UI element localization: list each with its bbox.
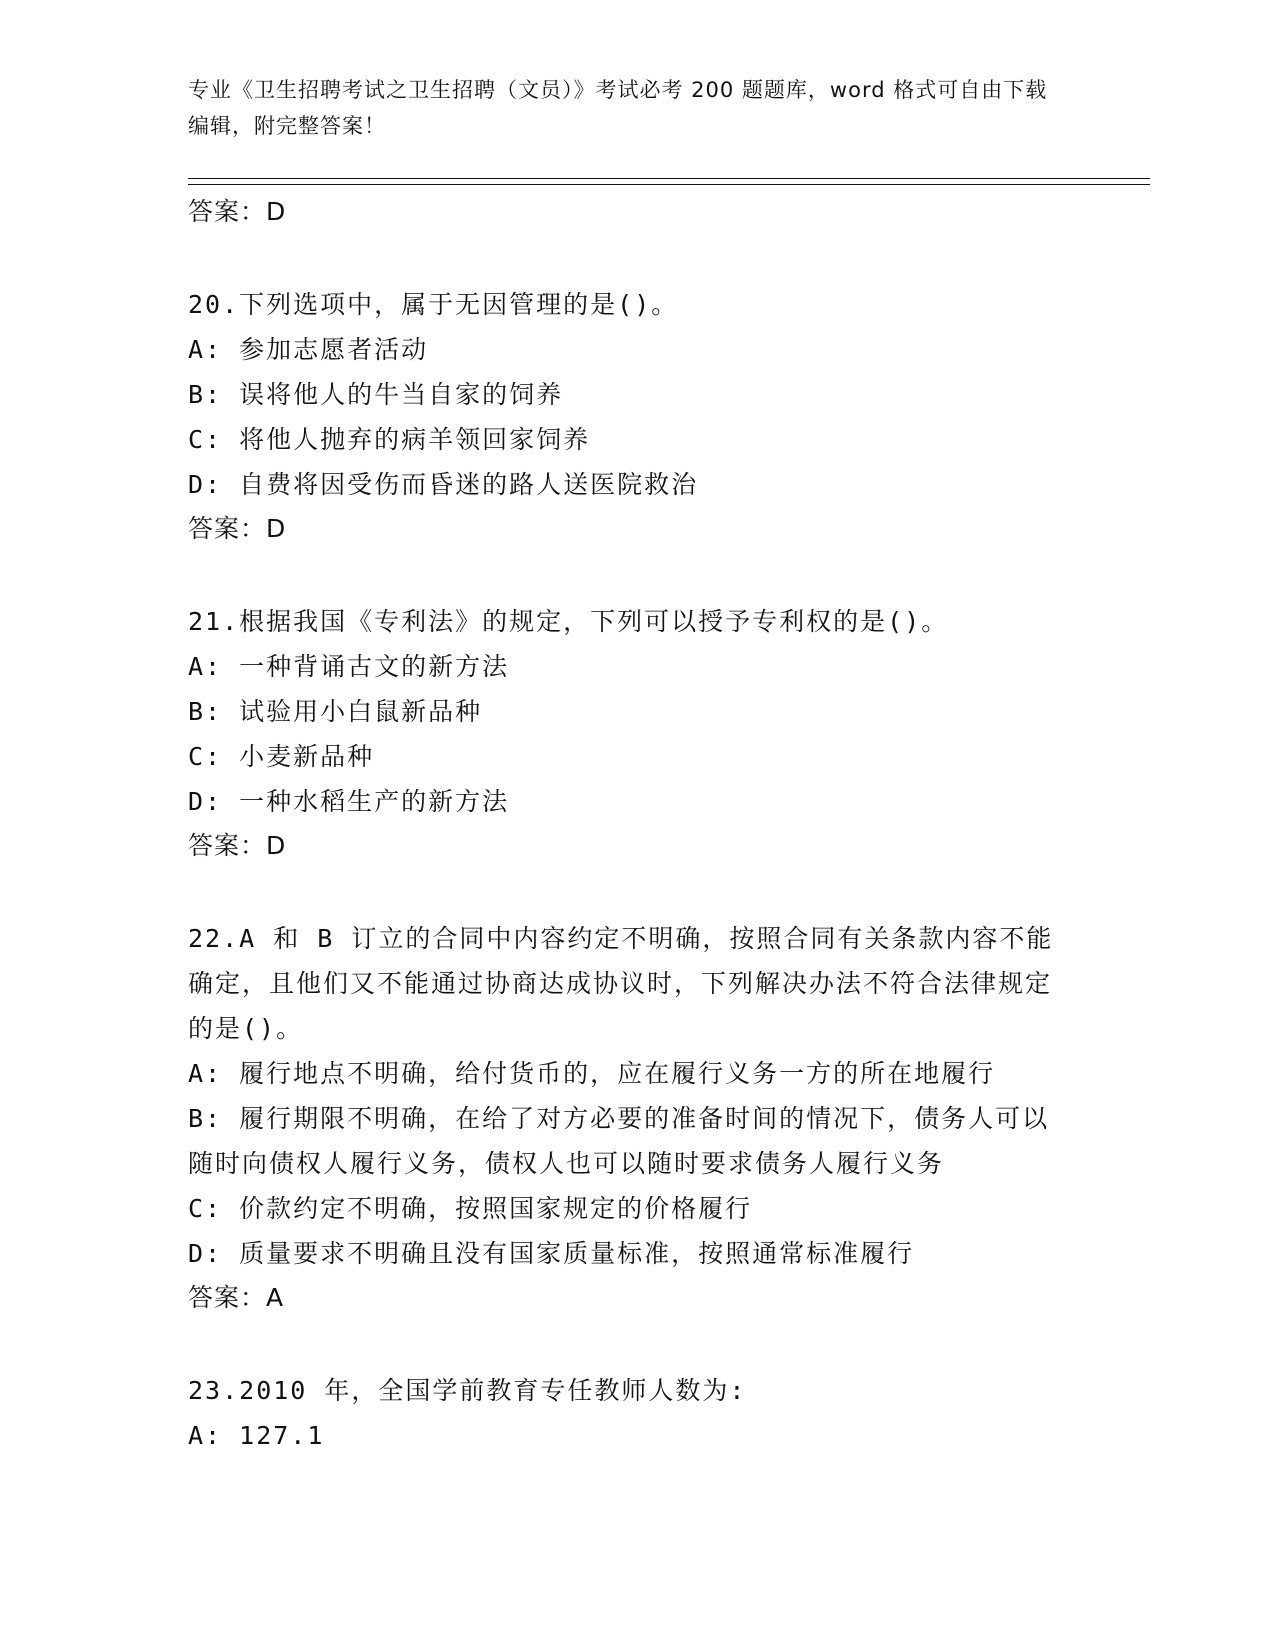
answer-line: 答案：A — [188, 1283, 285, 1312]
question-text: 22.A 和 B 订立的合同中内容约定不明确，按照合同有关条款内容不能确定，且他们又不能通过协商达成协议时，下列解决办法不符合法律规定的是()。 — [188, 924, 1054, 1043]
spacer — [188, 551, 1068, 599]
question-list — [188, 190, 1068, 1458]
option-b: B: 履行期限不明确，在给了对方必要的准备时间的情况下，债务人可以随时向债权人履行义务，债权人也可以随时要求债务人履行义务 — [188, 1104, 1050, 1178]
option-a: A: 参加志愿者活动 — [188, 335, 429, 364]
question-item — [188, 1368, 1068, 1458]
header-divider-bottom — [188, 184, 1150, 185]
header-divider-top — [188, 178, 1150, 179]
question-item — [188, 599, 1068, 868]
option-c: C: 将他人抛弃的病羊领回家饲养 — [188, 425, 591, 454]
option-d: D: 质量要求不明确且没有国家质量标准，按照通常标准履行 — [188, 1239, 915, 1268]
option-d: D: 自费将因受伤而昏迷的路人送医院救治 — [188, 470, 699, 499]
question-text: 21.根据我国《专利法》的规定，下列可以授予专利权的是()。 — [188, 607, 949, 636]
document-header — [188, 72, 1068, 144]
option-a: A: 127.1 — [188, 1421, 325, 1450]
option-c: C: 价款约定不明确，按照国家规定的价格履行 — [188, 1194, 753, 1223]
option-a: A: 履行地点不明确，给付货币的，应在履行义务一方的所在地履行 — [188, 1059, 996, 1088]
option-c: C: 小麦新品种 — [188, 742, 375, 771]
spacer — [188, 234, 1068, 282]
answer-line: 答案：D — [188, 514, 287, 543]
option-b: B: 误将他人的牛当自家的饲养 — [188, 380, 564, 409]
header-intro-text: 专业《卫生招聘考试之卫生招聘（文员）》考试必考 200 题题库，word 格式可自由下载编辑，附完整答案！ — [188, 78, 1048, 138]
answer-line: 答案：D — [188, 197, 287, 226]
spacer — [188, 1320, 1068, 1368]
option-d: D: 一种水稻生产的新方法 — [188, 787, 510, 816]
question-item — [188, 916, 1068, 1320]
question-item — [188, 282, 1068, 551]
option-a: A: 一种背诵古文的新方法 — [188, 652, 510, 681]
spacer — [188, 868, 1068, 916]
question-text: 20.下列选项中，属于无因管理的是()。 — [188, 290, 679, 319]
question-text: 23.2010 年，全国学前教育专任教师人数为: — [188, 1376, 747, 1405]
option-b: B: 试验用小白鼠新品种 — [188, 697, 483, 726]
answer-line: 答案：D — [188, 831, 287, 860]
